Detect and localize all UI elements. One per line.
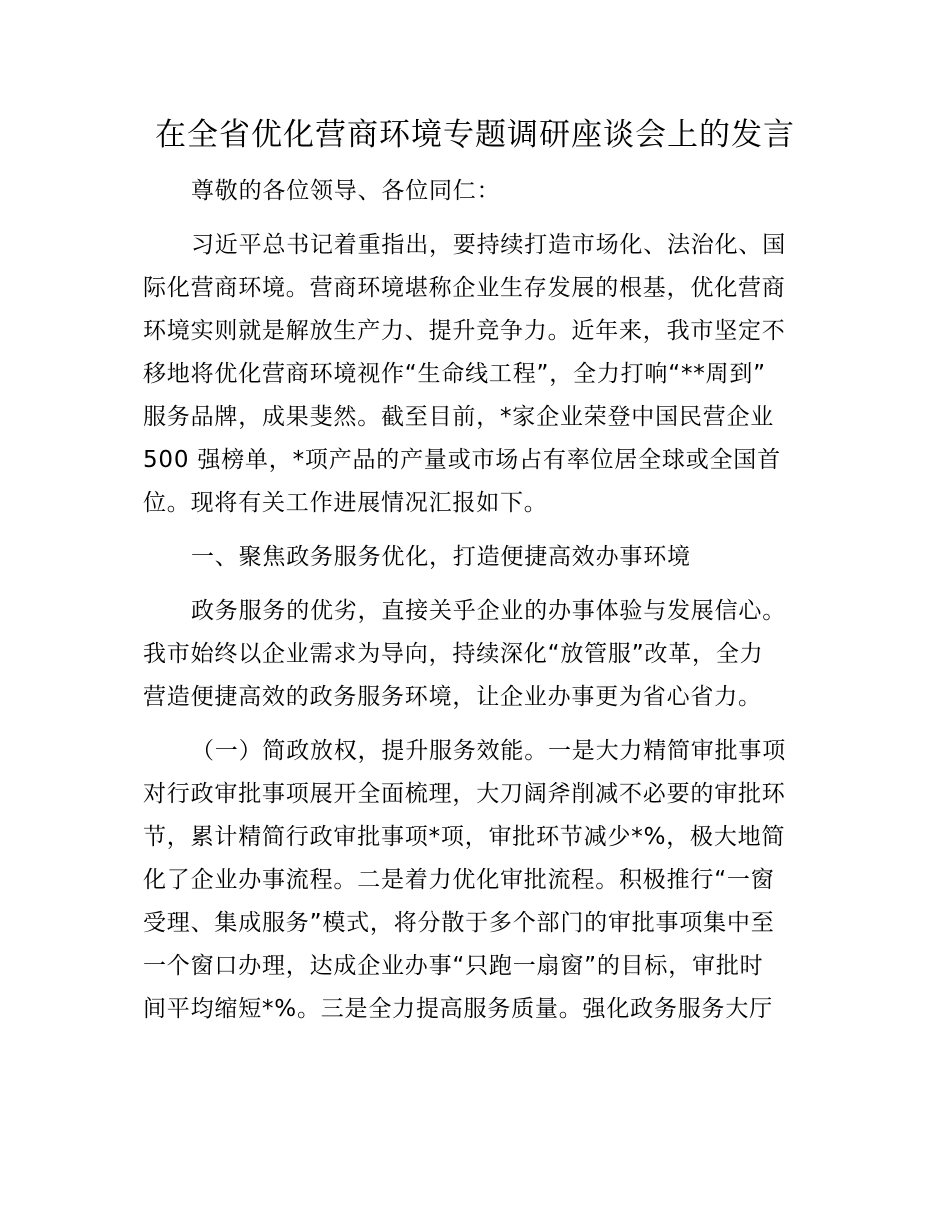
paragraph-line: 化了企业办事流程。二是着力优化审批流程。积极推行“一窗 <box>143 867 775 893</box>
paragraph-line: 移地将优化营商环境视作“生命线工程”，全力打响“**周到” <box>143 361 766 387</box>
paragraph-line: 习近平总书记着重指出，要持续打造市场化、法治化、国 <box>191 232 786 258</box>
paragraph-line: 我市始终以企业需求为导向，持续深化“放管服”改革，全力 <box>143 641 764 667</box>
paragraph-line: 间平均缩短*%。三是全力提高服务质量。强化政务服务大厅 <box>143 996 773 1022</box>
paragraph-line: 际化营商环境。营商环境堪称企业生存发展的根基，优化营商 <box>143 275 786 301</box>
paragraph-line: 节，累计精简行政审批事项*项，审批环节减少*%，极大地简 <box>143 824 786 850</box>
paragraph-line: 对行政审批事项展开全面梳理，大刀阔斧削减不必要的审批环 <box>143 781 786 807</box>
paragraph-line: 政务服务的优劣，直接关乎企业的办事体验与发展信心。 <box>191 598 786 624</box>
paragraph-line: （一）简政放权，提升服务效能。一是大力精简审批事项 <box>191 738 786 764</box>
paragraph-line: 服务品牌，成果斐然。截至目前，*家企业荣登中国民营企业 <box>143 404 775 430</box>
document-title: 在全省优化营商环境专题调研座谈会上的发言 <box>155 117 795 153</box>
paragraph-line: 位。现将有关工作进展情况汇报如下。 <box>143 490 548 516</box>
paragraph-line: 环境实则就是解放生产力、提升竞争力。近年来，我市坚定不 <box>143 318 786 344</box>
paragraph-line: 营造便捷高效的政务服务环境，让企业办事更为省心省力。 <box>143 684 762 710</box>
salutation: 尊敬的各位领导、各位同仁： <box>191 178 501 204</box>
paragraph-line: 500 强榜单，*项产品的产量或市场占有率位居全球或全国首 <box>143 447 781 473</box>
paragraph-line: 一个窗口办理，达成企业办事“只跑一扇窗”的目标，审批时 <box>143 953 764 979</box>
section-heading: 一、聚焦政务服务优化，打造便捷高效办事环境 <box>191 544 691 570</box>
paragraph-line: 受理、集成服务”模式，将分散于多个部门的审批事项集中至 <box>143 910 775 936</box>
